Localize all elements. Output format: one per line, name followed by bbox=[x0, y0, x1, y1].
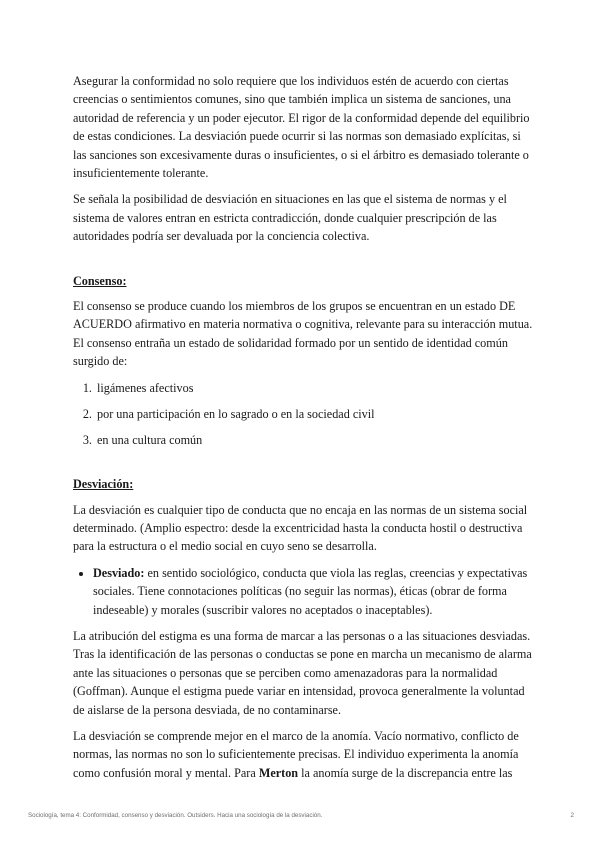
heading-desviacion: Desviación: bbox=[73, 477, 134, 492]
consenso-list bbox=[73, 379, 533, 449]
bullet-text-desviado: en sentido sociológico, conducta que viola las reglas, creencias y expectativas sociales. Tiene connotaciones políticas (no seguir las normas), éticas (obrar de forma indeseable) y morales (suscribir valores no aceptados o inaceptables). bbox=[93, 565, 528, 617]
list-item bbox=[93, 564, 533, 619]
desviado-bullet-list bbox=[73, 564, 533, 619]
list-item: 2. por una participación en lo sagrado o en la sociedad civil bbox=[95, 405, 533, 423]
merton-name: Merton bbox=[258, 765, 299, 780]
footer-text: Sociología, tema 4: Conformidad, consenso y desviación. Outsiders. Hacia una sociología de la desviación. bbox=[28, 812, 323, 819]
list-item: 3. en una cultura común bbox=[95, 431, 533, 449]
paragraph-desviacion: La desviación es cualquier tipo de conducta que no encaja en las normas de un sistema social determinado. (Amplio espectro: desde la excentricidad hasta la conducta hostil o destructiva para la estructura o el medio social en cuyo seno se desarrolla. bbox=[73, 502, 528, 554]
paragraph-consenso: El consenso se produce cuando los miembros de los grupos se encuentran en un estado DE ACUERDO afirmativo en materia normativa o cognitiva, relevante para su interacción mutua. El consenso entraña un estado de solidaridad formado por un sentido de identidad común surgido de: bbox=[73, 299, 533, 369]
page-footer bbox=[28, 812, 574, 819]
page-number: 2 bbox=[570, 812, 574, 819]
bullet-term-desviado: Desviado: bbox=[93, 565, 145, 580]
anomia-text-start: La desviación se comprende mejor en el marco de la anomía. Vacío normativo, conflicto de normas, las normas no son lo suficientemente precisas. El individuo experimenta la anomía como confusión moral y mental. Para bbox=[73, 728, 519, 780]
list-item: 1. ligámenes afectivos bbox=[95, 379, 533, 397]
paragraph-contradiccion: Se señala la posibilidad de desviación en situaciones en las que el sistema de normas y el sistema de valores entran en estricta contradicción, donde cualquier prescripción de las autoridades podría ser devaluada por la conciencia colectiva. bbox=[73, 192, 507, 244]
anomia-text-end: la anomía surge de la discrepancia entre las bbox=[298, 765, 513, 780]
paragraph-conformidad: Asegurar la conformidad no solo requiere que los individuos estén de acuerdo con ciertas creencias o sentimientos comunes, sino que también implica un sistema de sanciones, una autoridad de referencia y un poder ejecutor. El rigor de la conformidad depende del equilibrio de estas condiciones. La desviación puede ocurrir si las normas son demasiado explícitas, si las sanciones son excesivamente duras o insuficientes, o si el árbitro es demasiado tolerante o insuficientemente tolerante. bbox=[73, 74, 530, 181]
paragraph-estigma: La atribución del estigma es una forma de marcar a las personas o a las situaciones desviadas. Tras la identificación de las personas o conductas se pone en marcha un mecanismo de alarma ante las situaciones o personas que se perciben como amenazadoras para la normalidad (Goffman). Aunque el estigma puede variar en intensidad, provoca generalmente la voluntad de aislarse de la persona desviada, de no contaminarse. bbox=[73, 628, 532, 717]
page-body bbox=[73, 72, 533, 790]
heading-consenso: Consenso: bbox=[73, 273, 127, 288]
paragraph-anomia bbox=[73, 727, 533, 782]
